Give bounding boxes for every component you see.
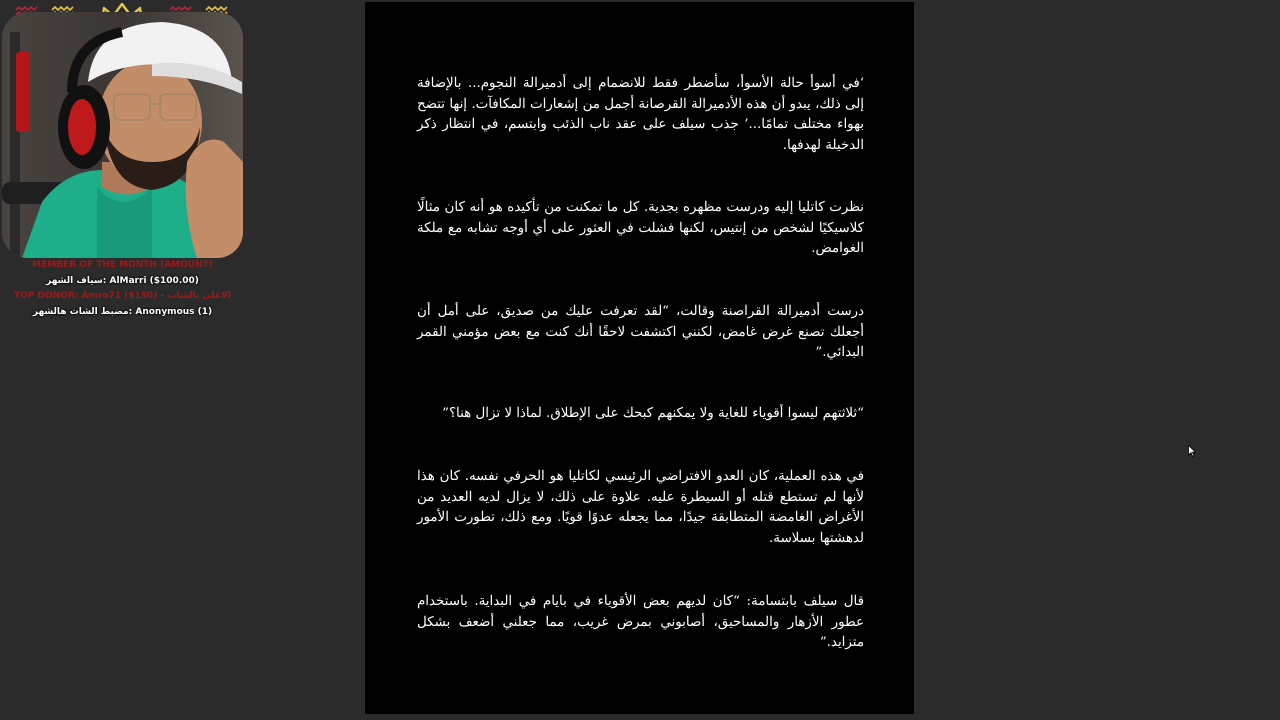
reader-page[interactable] (365, 2, 914, 714)
chapter-paragraph: في هذه العملية، كان العدو الافتراضي الرئيسي لكاتليا هو الحرفي نفسه. كان هذا لأنها لم تستطع قتله أو السيطرة عليه. علاوة على ذلك، لا يزال لديه العديد من الأغراض الغامضة المتطابقة جيدًا، مما يجعله عدوًا قويًا. ومع ذلك، تطورت الأمور لدهشتها بسلاسة. (417, 469, 864, 546)
supporters-list (0, 258, 245, 320)
chapter-paragraph: نظرت كاتليا إليه ودرست مظهره بجدية. كل ما تمكنت من تأكيده هو أنه كان مثالًا كلاسيكيًا لشخص من إنتيس، لكنها فشلت في العثور على أي أوجه تشابه مع ملكة الغوامض. (417, 200, 864, 257)
mouse-cursor-icon (1188, 445, 1196, 457)
chapter-paragraph: “ثلاثتهم ليسوا أقوياء للغاية ولا يمكنهم كبحك على الإطلاق. لماذا لا تزال هنا؟” (442, 406, 864, 421)
streamer-image (2, 12, 243, 258)
supporter-line: TOP DONOR: Amro71 ($150) - الاعلى بالشات (14, 291, 231, 301)
chapter-paragraph: ‘في أسوأ حالة الأسوأ، سأضطر فقط للانضمام إلى أدميرالة النجوم... بالإضافة إلى ذلك، يبدو أن هذه الأدميرالة القرصانة أجمل من إشعارات المكافآت. إنها تتضح بهواء مختلف تمامًا...’ جذب سيلف على عقد ناب الذئب وابتسم، في انتظار ذكر الدخيلة لهدفها. (417, 76, 864, 153)
webcam-feed (2, 12, 243, 258)
supporter-line: سياف الشهر: AlMarri ($100.00) (46, 275, 199, 286)
chapter-paragraph: درست أدميرالة القراصنة وقالت، “لقد تعرفت عليك من صديق، على أمل أن أجعلك تصنع غرض غامض، لكنني اكتشفت لاحقًا أنك كنت مع بعض مؤمني القمر البدائي.” (417, 304, 864, 361)
supporter-line: MEMBER OF THE MONTH (AMOUNT) (32, 260, 213, 270)
supporter-line: مضبط الشات هالشهر: Anonymous (1) (32, 306, 213, 317)
chapter-paragraph: قال سيلف بابتسامة: “كان لديهم بعض الأقوياء في بايام في البداية. باستخدام عطور الأزهار والمساحيق، أصابوني بمرض غريب، مما جعلني أضعف بشكل متزايد.” (417, 594, 864, 651)
